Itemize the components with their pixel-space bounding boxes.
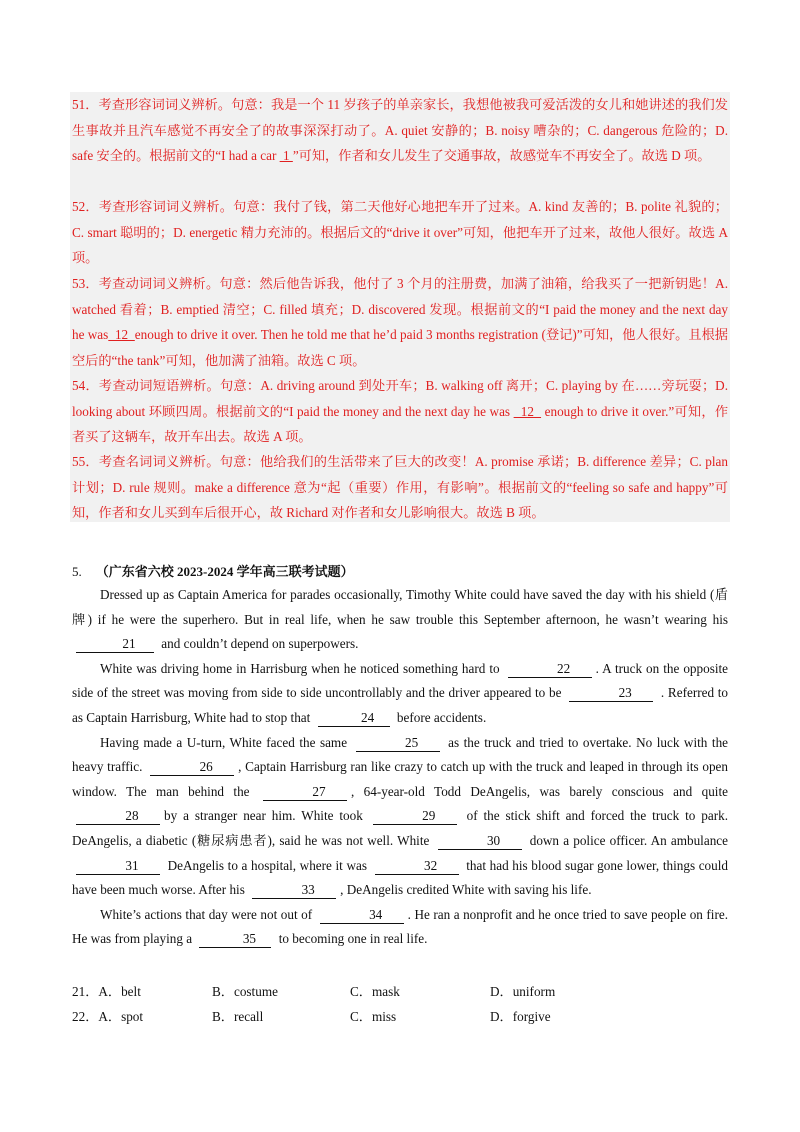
question-number: 5. [72, 564, 82, 579]
passage-paragraph-3: Having made a U-turn, White faced the same 25 as the truck and tried to overtake. No luck with the heavy traffic. 26 , Captain Harrisburg ran like crazy to catch up with the truck and leaped in through its open window. The man behind the 27 , 64-year-old Todd DeAngelis, was barely conscious and quite 28 by a stranger near him. White took 29 of the stick shift and forced the truck to park. DeAngelis, a diabetic (糖尿病患者), said he was not well. White 30 down a police officer. An ambulance 31 DeAngelis to a hospital, where it was 32 that had his blood sugar gone lower, things could have been much worse. After his 33 , DeAngelis credited White with saving his life. [72, 734, 729, 898]
cloze-passage [72, 583, 728, 952]
answer-51-blank: 1 [279, 148, 293, 164]
blank-32: 32 [375, 858, 459, 875]
answer-51-tail: ”可知，作者和女儿发生了交通事故，故感觉车不再安全了。故选 D 项。 [292, 148, 711, 164]
option-21-a: 21．A．belt [72, 984, 141, 999]
answer-53-blank: 12 [108, 327, 135, 343]
question-source: （广东省六校 2023-2024 学年高三联考试题） [95, 564, 354, 579]
blank-23: 23 [569, 685, 653, 702]
question-heading [72, 561, 354, 580]
blank-26: 26 [150, 759, 234, 776]
blank-22: 22 [508, 661, 592, 678]
answer-52-text: 52．考查形容词词义辨析。句意：我付了钱，第二天他好心地把车开了过来。A. kind 友善的；B. polite 礼貌的；C. smart 聪明的；D. energetic 精力充沛的。根据后文的“drive it over”可知，他把车开了过来，故他人很好。故选 A 项。 [72, 199, 728, 266]
passage-paragraph-1: Dressed up as Captain America for parades occasionally, Timothy White could have saved the day with his shield (盾牌) if he were the superhero. But in real life, when he saw trouble this September afternoon, he wasn’t wearing his 21 and couldn’t depend on superpowers. [72, 587, 728, 652]
answer-53-tail: enough to drive it over. Then he told me that he’d paid 3 months registration (登记)”可知，他人很好。且根据空后的“the tank”可知，他加满了油箱。故选 C 项。 [72, 327, 728, 368]
option-22-a: 22．A．spot [72, 1009, 144, 1024]
passage-paragraph-2: White was driving home in Harrisburg when he noticed something hard to 22 . A truck on the opposite side of the street was moving from side to side uncontrollably and the driver appeared to be 23 . Referred to as Captain Harrisburg, White had to stop that 24 before accidents. [72, 660, 729, 725]
option-21-d: D．uniform [490, 984, 556, 999]
answer-54-tail: enough to drive it over.”可知，作者买了这辆车，故开车出去。故选 A 项。 [72, 403, 729, 445]
blank-28: 28 [76, 808, 160, 825]
option-21-c: C．mask [350, 984, 400, 999]
blank-30: 30 [438, 833, 522, 850]
option-22-b: B．recall [212, 1009, 264, 1024]
blank-25: 25 [356, 735, 440, 752]
options-21 [72, 981, 555, 1000]
blank-35: 35 [199, 931, 271, 948]
answer-51 [72, 92, 728, 169]
answer-54 [72, 373, 728, 450]
answer-53-text: 53．考查动词词义辨析。句意：然后他告诉我，他付了 3 个月的注册费，加满了油箱，给我买了一把新钥匙！A. watched 看着；B. emptied 清空；C. filled 填充；D. discovered 发现。根据前文的“I paid the money and the next day he was [72, 276, 728, 343]
answer-54-blank: 12 [513, 403, 542, 419]
option-21-b: B．costume [212, 984, 278, 999]
blank-34: 34 [320, 907, 404, 924]
blank-33: 33 [252, 882, 336, 899]
answer-53 [72, 271, 728, 373]
answer-55-text: 55．考查名词词义辨析。句意：他给我们的生活带来了巨大的改变！A. promise 承诺；B. difference 差异；C. plan 计划；D. rule 规则。make a difference 意为“起（重要）作用，有影响”。根据前文的“feeling so safe and happy”可知，作者和女儿买到车后很开心，故 Richard 对作者和女儿影响很大。故选 B 项。 [72, 454, 728, 521]
options-22 [72, 1006, 551, 1025]
blank-21: 21 [76, 636, 154, 653]
answer-52 [72, 194, 728, 271]
option-22-d: D．forgive [490, 1009, 551, 1024]
blank-29: 29 [373, 808, 457, 825]
answer-54-text: 54．考查动词短语辨析。句意：A. driving around 到处开车；B. walking off 离开；C. playing by 在……旁玩耍；D. looking about 环顾四周。根据前文的“I paid the money and the next day he was [72, 378, 728, 419]
blank-24: 24 [318, 710, 390, 727]
blank-27: 27 [263, 784, 347, 801]
passage-paragraph-4: White’s actions that day were not out of 34 . He ran a nonprofit and he once tried to save people on fire. He was from playing a 35 to becoming one in real life. [72, 906, 729, 947]
answer-51-text: 51．考查形容词词义辨析。句意：我是一个 11 岁孩子的单亲家长，我想他被我可爱活泼的女儿和她讲述的我们发生事故并且汽车感觉不再安全了的故事深深打动了。A. quiet 安静的；B. noisy 嘈杂的；C. dangerous 危险的；D. safe 安全的。根据前文的“I had a car [72, 97, 728, 164]
answer-55 [72, 449, 728, 526]
option-22-c: C．miss [350, 1009, 397, 1024]
blank-31: 31 [76, 858, 160, 875]
